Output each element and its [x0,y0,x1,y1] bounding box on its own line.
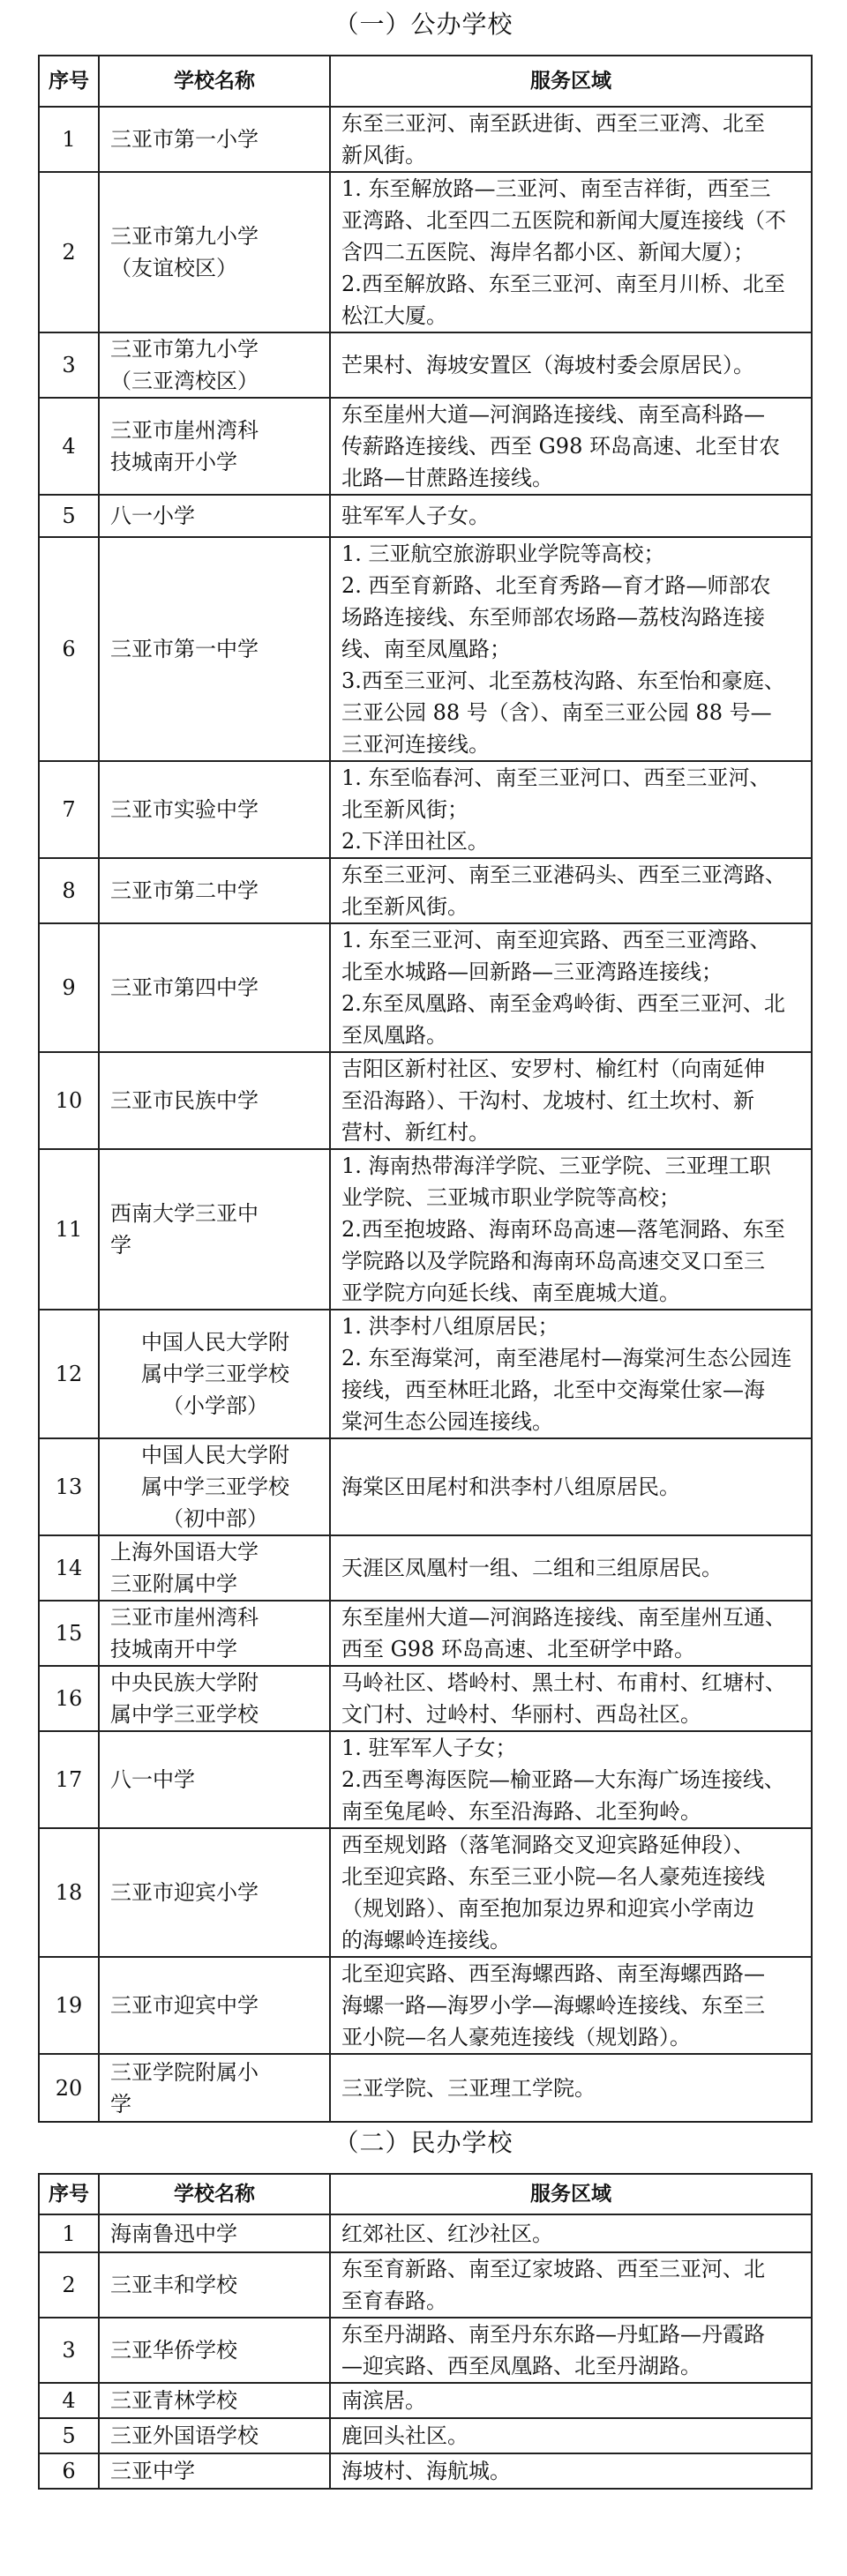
school-name-line: 三亚附属中学 [110,1572,237,1596]
school-name [99,2383,330,2418]
table-row [39,1666,812,1731]
school-name [99,2453,330,2489]
school-name-line: 三亚中学 [110,2459,195,2483]
school-name [99,1438,330,1535]
table-row [39,2418,812,2453]
service-area-line: 松江大厦。 [341,303,447,328]
service-area-line: 西至规划路（落笔洞路交叉迎宾路延伸段）、 [341,1833,754,1857]
row-index: 2 [39,172,99,332]
table-row [39,923,812,1052]
service-area-line: 接线，西至林旺北路，北至中交海棠仕家—海 [341,1378,765,1402]
table-row [39,1731,812,1828]
school-name-line: （初中部） [162,1506,268,1531]
row-index: 19 [39,1957,99,2054]
row-index: 7 [39,761,99,858]
service-area-line: 北至新风街； [341,797,468,822]
school-name [99,2318,330,2383]
service-area-line: 新风街。 [341,143,426,168]
service-area-line: 1. 洪李村八组原居民； [341,1314,559,1339]
service-area [330,1666,812,1731]
service-area-line: 海坡村、海航城。 [341,2459,511,2483]
school-name-line: 中国人民大学附 [141,1330,289,1355]
row-index: 13 [39,1438,99,1535]
service-area-line: 北至新风街。 [341,894,468,919]
table-row [39,2383,812,2418]
table-row [39,398,812,495]
table-row [39,537,812,761]
school-name-line: 三亚华侨学校 [110,2338,237,2363]
row-index: 4 [39,2383,99,2418]
row-index: 3 [39,2318,99,2383]
service-area [330,1149,812,1310]
school-name-line: 八一中学 [110,1767,195,1792]
school-name-line: 三亚外国语学校 [110,2423,259,2448]
row-index: 1 [39,107,99,172]
school-name [99,1601,330,1666]
table-row [39,332,812,398]
school-name [99,923,330,1052]
school-name-line: 学 [110,2091,131,2117]
table-row [39,761,812,858]
service-area-line: 的海螺岭连接线。 [341,1928,511,1953]
row-index: 15 [39,1601,99,1666]
school-name-line: 三亚丰和学校 [110,2273,237,2297]
section-title-private: （二）民办学校 [334,2128,513,2157]
service-area-line: 亚湾路、北至四二五医院和新闻大厦连接线（不 [341,208,786,233]
school-name-line: 三亚青林学校 [110,2388,237,2413]
school-name-line: 海南鲁迅中学 [110,2221,237,2246]
service-area-line: 南至兔尾岭、东至沿海路、北至狗岭。 [341,1799,701,1824]
service-area-line: 3.西至三亚河、北至荔枝沟路、东至怡和豪庭、 [341,668,785,693]
header-service-area: 服务区域 [330,56,812,107]
row-index: 9 [39,923,99,1052]
service-area-line: 棠河生态公园连接线。 [341,1409,553,1434]
service-area-line: 北至水城路—回新路—三亚湾路连接线； [341,959,723,984]
service-area-line: （规划路）、南至抱加泵边界和迎宾小学南边 [341,1896,754,1921]
table-row [39,495,812,537]
school-name-line: （三亚湾校区） [110,369,259,393]
service-area-line: 北至迎宾路、西至海螺西路、南至海螺西路— [341,1961,765,1986]
school-name [99,1957,330,2054]
service-area [330,2252,812,2318]
school-name-line: 三亚市第一中学 [110,637,259,661]
header-school-name: 学校名称 [99,56,330,107]
row-index: 17 [39,1731,99,1828]
school-name [99,1052,330,1149]
school-name [99,1731,330,1828]
service-area [330,2318,812,2383]
service-area-line: 三亚学院、三亚理工学院。 [341,2075,596,2101]
service-area-line: 三亚公园 88 号（含）、南至三亚公园 88 号— [341,700,772,725]
service-area-line: 吉阳区新村社区、安罗村、榆红村（向南延伸 [341,1057,765,1081]
school-name [99,2418,330,2453]
school-name-line: 三亚市第九小学 [110,224,259,249]
table-row [39,1438,812,1535]
school-name [99,1828,330,1957]
service-area [330,858,812,923]
school-name-line: 西南大学三亚中 [110,1201,259,1226]
service-area-line: 东至三亚河、南至跃进街、西至三亚湾、北至 [341,111,765,136]
service-area-line: 亚学院方向延长线、南至鹿城大道。 [341,1281,680,1305]
service-area [330,1310,812,1438]
school-name [99,858,330,923]
school-name-line: 上海外国语大学 [110,1540,259,1564]
service-area-line: 学院路以及学院路和海南环岛高速交叉口至三 [341,1249,765,1273]
service-area [330,1957,812,2054]
school-name [99,107,330,172]
service-area [330,537,812,761]
row-index: 14 [39,1535,99,1601]
service-area-line: 1. 海南热带海洋学院、三亚学院、三亚理工职 [341,1154,771,1178]
service-area-line: 2. 东至海棠河，南至港尾村—海棠河生态公园连 [341,1346,792,1370]
school-name-line: 属中学三亚学校 [110,1702,259,1727]
school-name-line: 学 [110,1233,131,1258]
service-area-line: 1. 驻军军人子女； [341,1736,517,1760]
service-area-line: 2.下洋田社区。 [341,829,489,854]
school-name-line: 三亚市第九小学 [110,337,259,362]
private-school-table [38,2173,813,2490]
school-name-line: 技城南开中学 [110,1637,237,1661]
school-name [99,1666,330,1731]
school-name-line: 八一小学 [110,504,195,528]
service-area-line: 东至三亚河、南至三亚港码头、西至三亚湾路、 [341,862,786,887]
header-school-name: 学校名称 [99,2174,330,2214]
service-area-line: 场路连接线、东至师部农场路—荔枝沟路连接 [341,605,765,630]
service-area-line: 业学院、三亚城市职业学院等高校； [341,1185,680,1210]
school-name-line: （小学部） [162,1393,268,1418]
school-name-line: 三亚市迎宾中学 [110,1993,259,2018]
service-area-line: 马岭社区、塔岭村、黑土村、布甫村、红塘村、 [341,1670,786,1695]
service-area-line: 2.西至抱坡路、海南环岛高速—落笔洞路、东至 [341,1217,785,1242]
table-row [39,2054,812,2122]
service-area-line: 东至崖州大道—河润路连接线、南至崖州互通、 [341,1605,786,1630]
service-area-line: 传薪路连接线、西至 G98 环岛高速、北至甘农 [341,434,780,459]
table-row [39,1957,812,2054]
table-row [39,2453,812,2489]
service-area [330,2214,812,2252]
service-area-line: 至沿海路）、干沟村、龙坡村、红土坎村、新 [341,1088,754,1113]
school-name-line: 三亚市崖州湾科 [110,1605,259,1630]
service-area-line: 驻军军人子女。 [341,504,490,528]
service-area-line: 至凤凰路。 [341,1023,447,1048]
service-area-line: 至育春路。 [341,2289,447,2313]
school-name [99,2214,330,2252]
table-row [39,1052,812,1149]
service-area-line: 海棠区田尾村和洪李村八组原居民。 [341,1475,680,1499]
service-area-line: 2.西至粤海医院—榆亚路—大东海广场连接线、 [341,1767,785,1792]
service-area [330,761,812,858]
school-name-line: 三亚市第一小学 [110,127,259,152]
table-row [39,172,812,332]
service-area-line: 鹿回头社区。 [341,2423,468,2448]
school-name [99,1535,330,1601]
school-name-line: 属中学三亚学校 [141,1362,289,1386]
row-index: 3 [39,332,99,398]
row-index: 4 [39,398,99,495]
header-index: 序号 [39,56,99,107]
school-name-line: （友谊校区） [110,256,237,280]
school-name [99,332,330,398]
table-row [39,858,812,923]
school-name [99,398,330,495]
table-row [39,1535,812,1601]
service-area-line: 北路—甘蔗路连接线。 [341,466,553,490]
service-area-line: 红郊社区、红沙社区。 [341,2221,553,2246]
service-area-line: 2.西至解放路、东至三亚河、南至月川桥、北至 [341,272,785,296]
school-name-line: 三亚市民族中学 [110,1088,259,1113]
service-area-line: —迎宾路、西至凤凰路、北至丹湖路。 [341,2354,701,2378]
row-index: 12 [39,1310,99,1438]
row-index: 5 [39,495,99,537]
school-name-line: 中央民族大学附 [110,1670,259,1695]
service-area [330,1438,812,1535]
header-service-area: 服务区域 [330,2174,812,2214]
school-name-line: 中国人民大学附 [141,1443,289,1467]
school-name [99,1310,330,1438]
school-name-line: 三亚市崖州湾科 [110,418,259,443]
service-area [330,1828,812,1957]
service-area-line: 芒果村、海坡安置区（海坡村委会原居民）。 [341,353,754,377]
service-area [330,495,812,537]
service-area [330,107,812,172]
service-area-line: 亚小院—名人豪苑连接线（规划路）。 [341,2025,691,2050]
row-index: 2 [39,2252,99,2318]
service-area [330,923,812,1052]
school-name [99,495,330,537]
row-index: 18 [39,1828,99,1957]
school-name-line: 技城南开小学 [110,450,237,474]
service-area [330,1731,812,1828]
service-area [330,2418,812,2453]
row-index: 6 [39,537,99,761]
service-area-line: 南滨居。 [341,2388,426,2413]
service-area [330,332,812,398]
school-name [99,761,330,858]
school-name [99,2252,330,2318]
service-area-line: 线、南至凤凰路； [341,637,511,661]
row-index: 20 [39,2054,99,2122]
service-area-line: 含四二五医院、海岸名都小区、新闻大厦）； [341,240,754,265]
table-row [39,1310,812,1438]
public-school-table [38,55,813,2123]
service-area [330,172,812,332]
school-name [99,1149,330,1310]
school-name [99,537,330,761]
table-row [39,1149,812,1310]
header-index: 序号 [39,2174,99,2214]
service-area [330,2453,812,2489]
school-name-line: 属中学三亚学校 [141,1475,289,1499]
service-area-line: 三亚河连接线。 [341,732,490,757]
school-name-line: 三亚市第四中学 [110,975,259,1000]
service-area-line: 1. 三亚航空旅游职业学院等高校； [341,541,665,566]
table-row [39,1828,812,1957]
service-area-line: 1. 东至临春河、南至三亚河口、西至三亚河、 [341,765,771,790]
service-area [330,1535,812,1601]
service-area-line: 北至迎宾路、东至三亚小院—名人豪苑连接线 [341,1864,765,1889]
service-area [330,2054,812,2122]
row-index: 10 [39,1052,99,1149]
school-name-line: 三亚市第二中学 [110,878,259,903]
service-area-line: 文门村、过岭村、华丽村、西岛社区。 [341,1702,701,1727]
section-title-public: （一）公办学校 [334,10,513,39]
table-row [39,107,812,172]
school-name [99,2054,330,2122]
school-name [99,172,330,332]
service-area-line: 东至丹湖路、南至丹东东路—丹虹路—丹霞路 [341,2322,765,2347]
row-index: 11 [39,1149,99,1310]
service-area [330,398,812,495]
service-area-line: 天涯区凤凰村一组、二组和三组原居民。 [341,1556,723,1580]
service-area-line: 西至 G98 环岛高速、北至研学中路。 [341,1637,695,1661]
service-area [330,1601,812,1666]
service-area-line: 2. 西至育新路、北至育秀路—育才路—师部农 [341,573,771,598]
service-area-line: 1. 东至解放路—三亚河、南至吉祥街，西至三 [341,176,771,201]
school-name-line: 三亚市实验中学 [110,797,259,822]
table-row [39,2252,812,2318]
service-area [330,1052,812,1149]
service-area-line: 海螺一路—海罗小学—海螺岭连接线、东至三 [341,1993,765,2018]
service-area-line: 1. 东至三亚河、南至迎宾路、西至三亚湾路、 [341,928,771,952]
service-area-line: 营村、新红村。 [341,1120,490,1145]
row-index: 8 [39,858,99,923]
row-index: 6 [39,2453,99,2489]
table-row [39,2318,812,2383]
row-index: 5 [39,2418,99,2453]
service-area-line: 东至育新路、南至辽家坡路、西至三亚河、北 [341,2257,765,2281]
service-area-line: 2.东至凤凰路、南至金鸡岭街、西至三亚河、北 [341,991,785,1016]
service-area-line: 东至崖州大道—河润路连接线、南至高科路— [341,402,765,427]
school-name-line: 三亚学院附属小 [110,2059,259,2085]
row-index: 1 [39,2214,99,2252]
row-index: 16 [39,1666,99,1731]
school-name-line: 三亚市迎宾小学 [110,1880,259,1905]
service-area [330,2383,812,2418]
table-row [39,1601,812,1666]
table-row [39,2214,812,2252]
